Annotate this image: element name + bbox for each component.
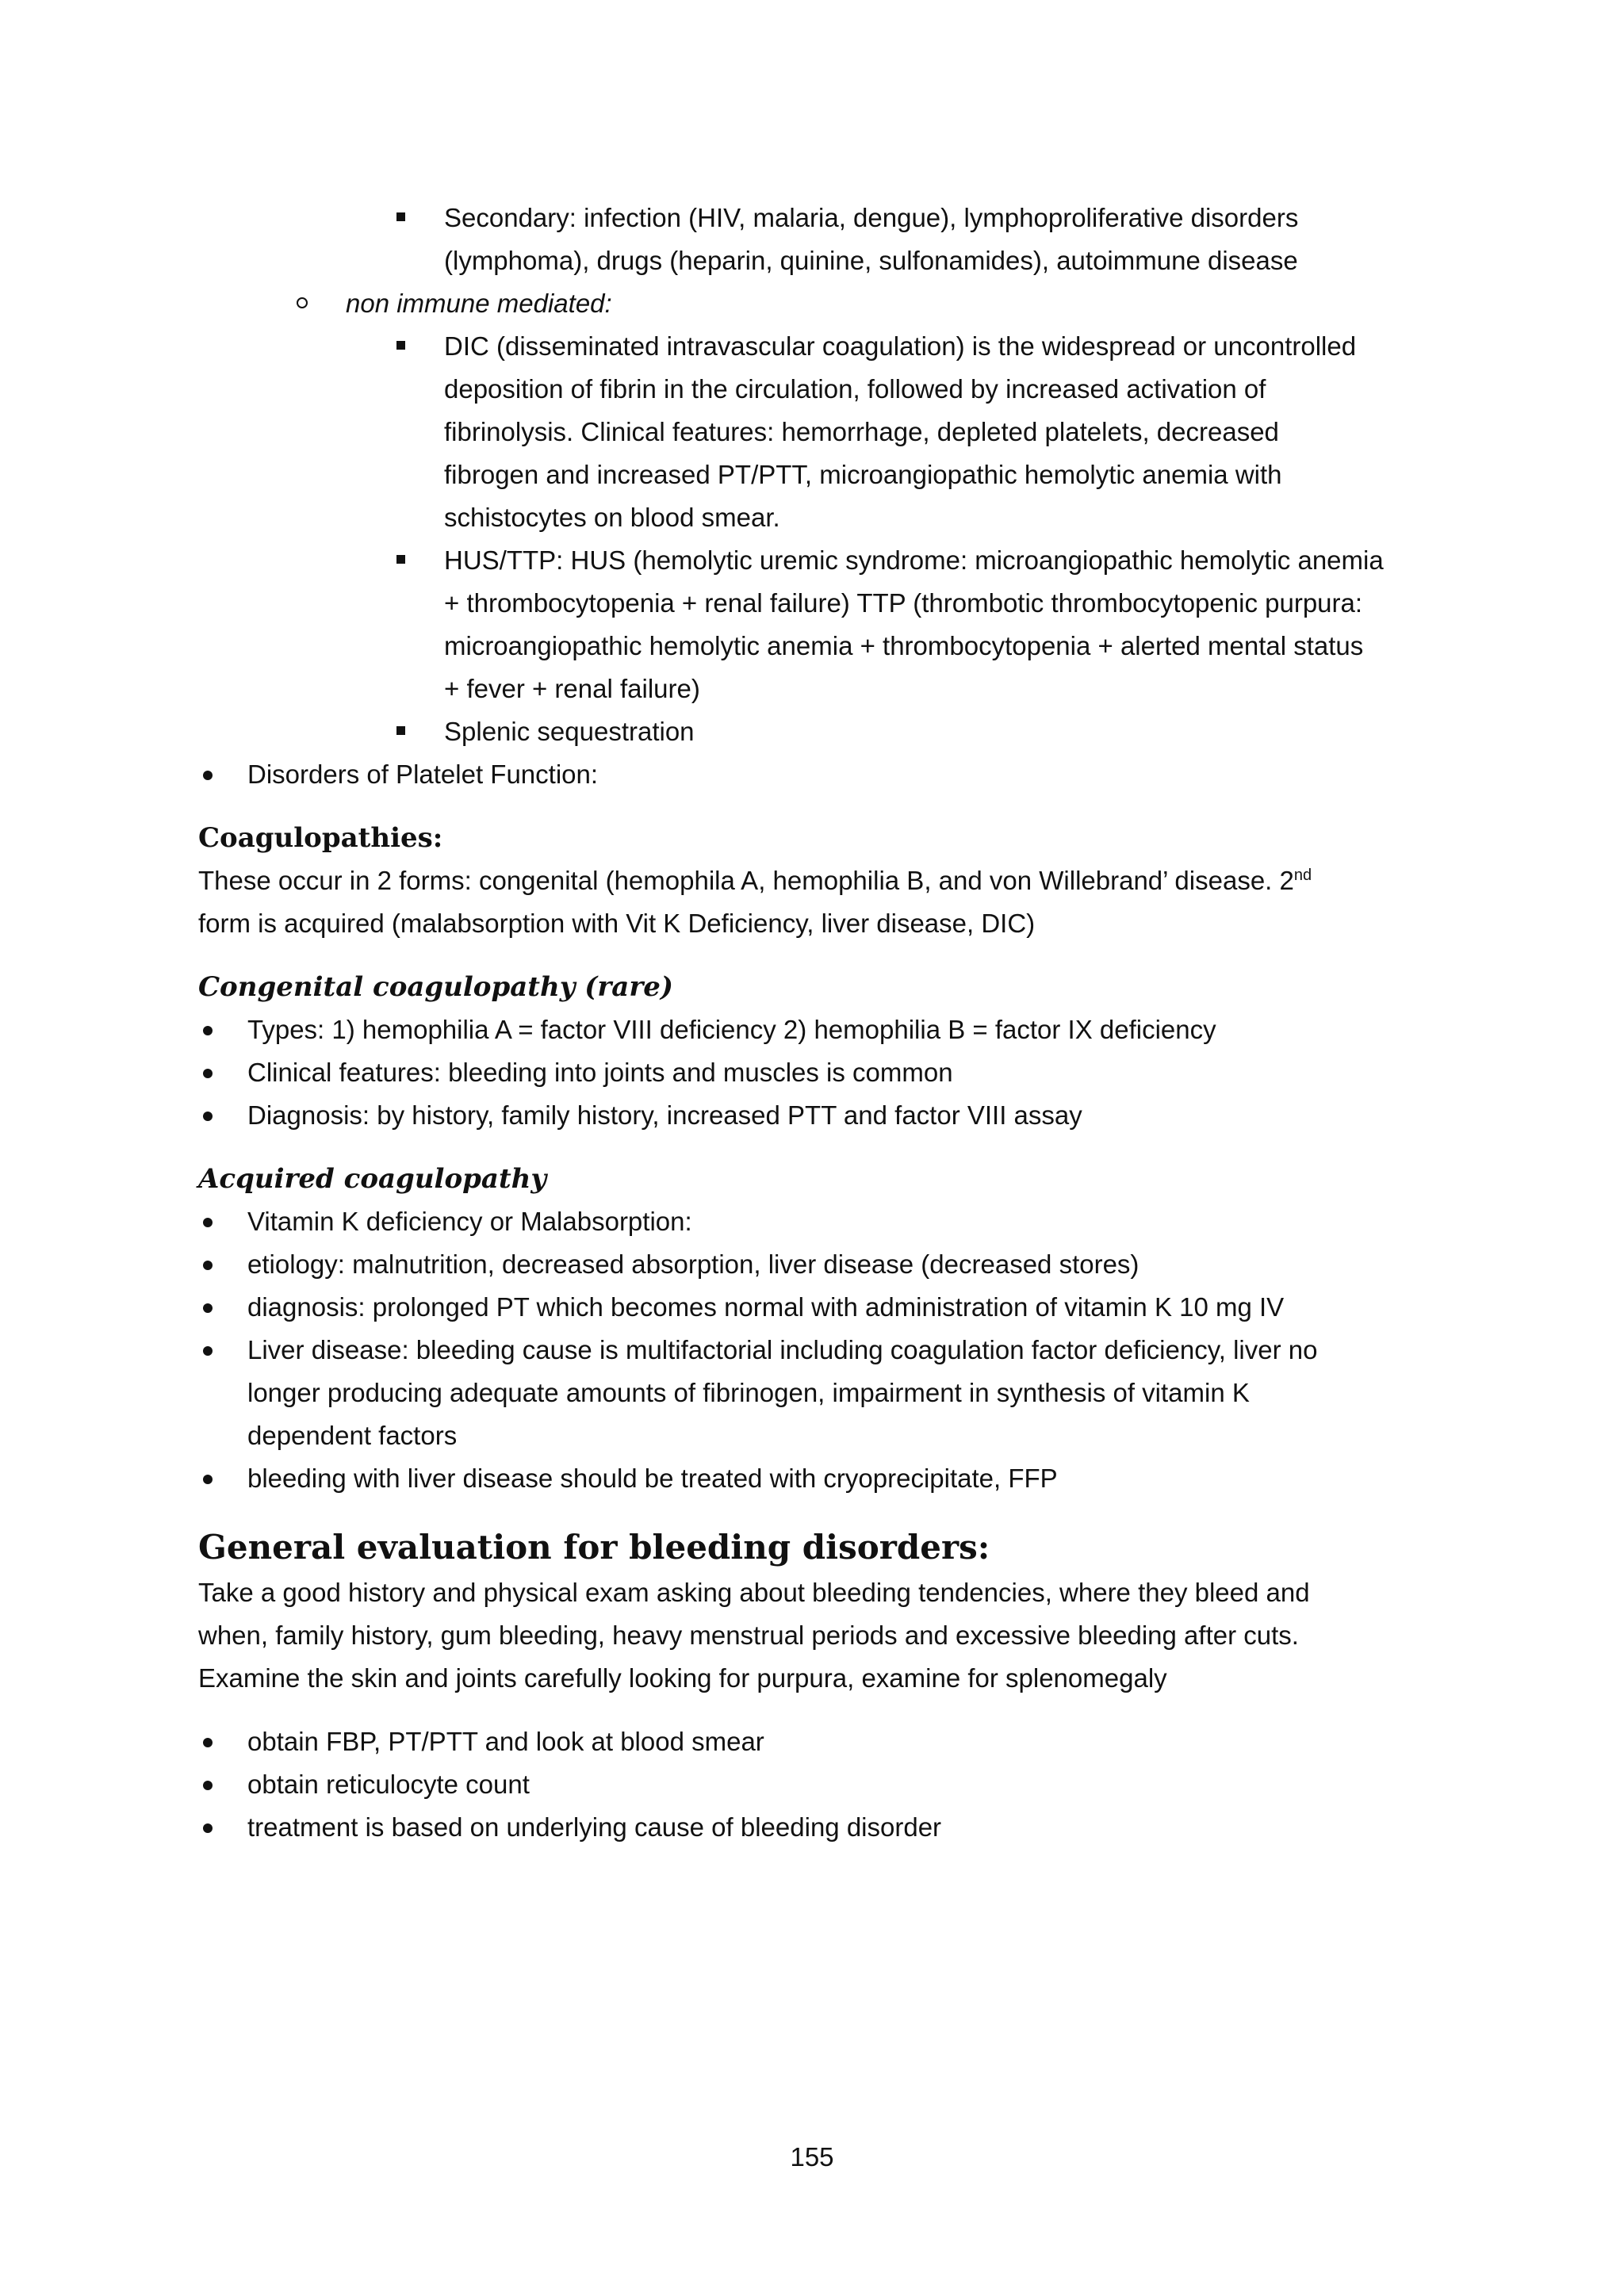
circle-bullet-icon [297, 297, 308, 308]
text-line: + thrombocytopenia + renal failure) TTP (thrombotic thrombocytopenic purpura: [444, 588, 1363, 618]
text-line: schistocytes on blood smear. [444, 503, 780, 532]
subsection-heading-congenital: Congenital coagulopathy (rare) [198, 971, 673, 1003]
text-line: deposition of fibrin in the circulation, followed by increased activation of [444, 374, 1266, 404]
text-line: fibrogen and increased PT/PTT, microangiopathic hemolytic anemia with [444, 460, 1282, 489]
bullet-dot-icon [203, 1218, 213, 1227]
list-item: etiology: malnutrition, decreased absorption, liver disease (decreased stores) [198, 1243, 1451, 1286]
list-item: diagnosis: prolonged PT which becomes normal with administration of vitamin K 10 mg IV [198, 1286, 1451, 1329]
list-item-hus-ttp [198, 539, 1451, 710]
list-item-non-immune [198, 282, 1451, 325]
bullet-dot-icon [203, 1346, 213, 1356]
superscript: nd [1293, 867, 1312, 884]
text-line: when, family history, gum bleeding, heavy menstrual periods and excessive bleeding after cuts. [198, 1621, 1299, 1650]
paragraph-general [198, 1571, 1451, 1700]
list-item: obtain FBP, PT/PTT and look at blood smear [198, 1720, 1451, 1763]
bullet-dot-icon [203, 1475, 213, 1484]
square-bullet-icon [396, 212, 405, 221]
list-item: bleeding with liver disease should be treated with cryoprecipitate, FFP [198, 1457, 1451, 1500]
text-line: microangiopathic hemolytic anemia + thrombocytopenia + alerted mental status [444, 631, 1364, 660]
square-bullet-icon [396, 726, 405, 735]
list-item-secondary [198, 197, 1451, 282]
text-line: fibrinolysis. Clinical features: hemorrhage, depleted platelets, decreased [444, 417, 1279, 446]
text-line: Secondary: infection (HIV, malaria, dengue), lymphoproliferative disorders [444, 203, 1299, 232]
text-line: Examine the skin and joints carefully looking for purpura, examine for splenomegaly [198, 1663, 1167, 1693]
bullet-dot-icon [203, 771, 213, 780]
text-line: HUS/TTP: HUS (hemolytic uremic syndrome: microangiopathic hemolytic anemia [444, 545, 1384, 575]
bullet-dot-icon [203, 1026, 213, 1035]
square-bullet-icon [396, 341, 405, 350]
page-content [198, 197, 1451, 1849]
list-item: Diagnosis: by history, family history, increased PTT and factor VIII assay [198, 1094, 1451, 1137]
bullet-dot-icon [203, 1261, 213, 1270]
paragraph-coagulopathies [198, 859, 1451, 945]
bullet-dot-icon [203, 1069, 213, 1078]
list-item: Liver disease: bleeding cause is multifactorial including coagulation factor deficiency, liver no longer producing adequate amounts of fibrinogen, impairment in synthesis of vitamin K dependent factors [198, 1329, 1451, 1457]
subsection-heading-acquired: Acquired coagulopathy [198, 1163, 547, 1195]
text-line: These occur in 2 forms: congenital (hemophila A, hemophilia B, and von Willebrand’ disease. 2nd [198, 866, 1312, 895]
list-item-platelet-function [198, 753, 1451, 796]
page-number: 155 [790, 2142, 834, 2172]
text-line: DIC (disseminated intravascular coagulation) is the widespread or uncontrolled [444, 331, 1357, 361]
list-item: obtain reticulocyte count [198, 1763, 1451, 1806]
text-line: + fever + renal failure) [444, 674, 700, 703]
list-item: Clinical features: bleeding into joints and muscles is common [198, 1051, 1451, 1094]
list-item: Types: 1) hemophilia A = factor VIII deficiency 2) hemophilia B = factor IX deficiency [198, 1008, 1451, 1051]
bullet-dot-icon [203, 1823, 213, 1833]
bullet-dot-icon [203, 1781, 213, 1790]
bullet-dot-icon [203, 1738, 213, 1747]
section-heading-general-evaluation: General evaluation for bleeding disorders: [198, 1528, 990, 1567]
list-item-splenic [198, 710, 1451, 753]
text-line: Take a good history and physical exam asking about bleeding tendencies, where they bleed and [198, 1578, 1310, 1607]
square-bullet-icon [396, 555, 405, 564]
list-item-dic [198, 325, 1451, 539]
list-item: Vitamin K deficiency or Malabsorption: [198, 1200, 1451, 1243]
bullet-dot-icon [203, 1112, 213, 1121]
section-heading-coagulopathies: Coagulopathies: [198, 822, 443, 854]
text-line: Disorders of Platelet Function: [247, 760, 599, 789]
text-line: (lymphoma), drugs (heparin, quinine, sulfonamides), autoimmune disease [444, 246, 1298, 275]
list-item: treatment is based on underlying cause of bleeding disorder [198, 1806, 1451, 1849]
sublist-label: non immune mediated: [346, 289, 612, 318]
text-line: form is acquired (malabsorption with Vit K Deficiency, liver disease, DIC) [198, 909, 1036, 938]
text-line: Splenic sequestration [444, 717, 695, 746]
bullet-dot-icon [203, 1303, 213, 1313]
